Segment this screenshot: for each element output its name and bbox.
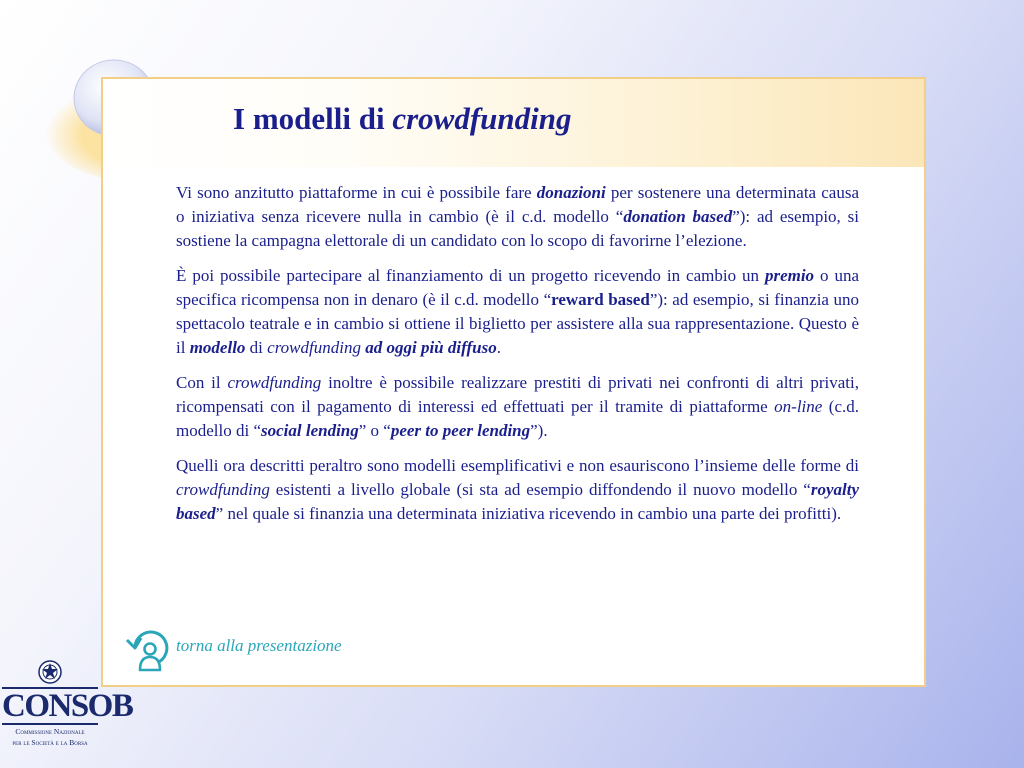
text-run: crowdfunding (176, 480, 270, 499)
text-run: ad oggi più diffuso (365, 338, 497, 357)
text-run: ”). (530, 421, 548, 440)
title-italic: crowdfunding (392, 101, 572, 136)
text-run: Vi sono anzitutto piattaforme in cui è possibile fare (176, 183, 537, 202)
text-run: ” o “ (358, 421, 391, 440)
text-run: donazioni (536, 183, 606, 202)
text-run: royalty based (176, 480, 859, 523)
text-run: Con il (176, 373, 228, 392)
logo-subtitle-2: per le Società e la Borsa (12, 738, 88, 747)
text-run: donation based (623, 207, 733, 226)
emblem-icon (37, 658, 63, 686)
text-run: Quelli ora descritti peraltro sono modelli esemplificativi e non esauriscono l’insieme delle forme di (176, 456, 859, 475)
text-run: ” nel quale si finanzia una determinata iniziativa ricevendo in cambio una parte dei profitti). (215, 504, 842, 523)
text-run: o una specifica ricompensa non in denaro (è il c.d. modello “ (176, 266, 859, 309)
text-run: peer to peer lending (390, 421, 531, 440)
consob-logo (2, 658, 133, 764)
text-run: premio (764, 266, 815, 285)
logo-name: CONSOB (2, 688, 133, 724)
text-run: modello (189, 338, 246, 357)
text-run: esistenti a livello globale (si sta ad esempio diffondendo il nuovo modello “ (269, 480, 811, 499)
text-run: on-line (774, 397, 823, 416)
text-run: crowdfunding (227, 373, 322, 392)
text-run: inoltre è possibile realizzare prestiti di privati nei confronti di altri privati, ricompensati con il pagamento di interessi ed effettuati per il tramite di piattaforme (176, 373, 859, 416)
paragraph (176, 371, 859, 443)
logo-subtitle-1: Commissione Nazionale (15, 727, 85, 736)
text-run: ”): ad esempio, si finanzia uno spettacolo teatrale e in cambio si ottiene il biglietto per assistere alla sua rappresentazione. Questo è il (176, 290, 860, 357)
body-text (176, 181, 859, 537)
text-run: crowdfunding (267, 338, 361, 357)
paragraph (176, 181, 859, 253)
text-run: social lending (260, 421, 359, 440)
text-run: per sostenere una determinata causa o iniziativa senza ricevere nulla in cambio (è il c.d. modello “ (176, 183, 859, 226)
title-plain: I modelli di (233, 101, 393, 136)
paragraph (176, 454, 859, 526)
back-to-presentation-link[interactable]: torna alla presentazione (176, 636, 342, 655)
paragraph (176, 264, 859, 360)
text-run: ”): ad esempio, si sostiene la campagna elettorale di un candidato con lo scopo di favorirne l’elezione. (176, 207, 859, 250)
text-run: di (245, 338, 268, 357)
slide-title (233, 100, 572, 137)
text-run: (c.d. modello di “ (176, 397, 859, 440)
return-person-icon[interactable] (123, 624, 171, 676)
text-run: . (496, 338, 501, 357)
text-run: reward based (551, 290, 650, 309)
text-run: È poi possibile partecipare al finanziamento di un progetto ricevendo in cambio un (176, 266, 765, 285)
